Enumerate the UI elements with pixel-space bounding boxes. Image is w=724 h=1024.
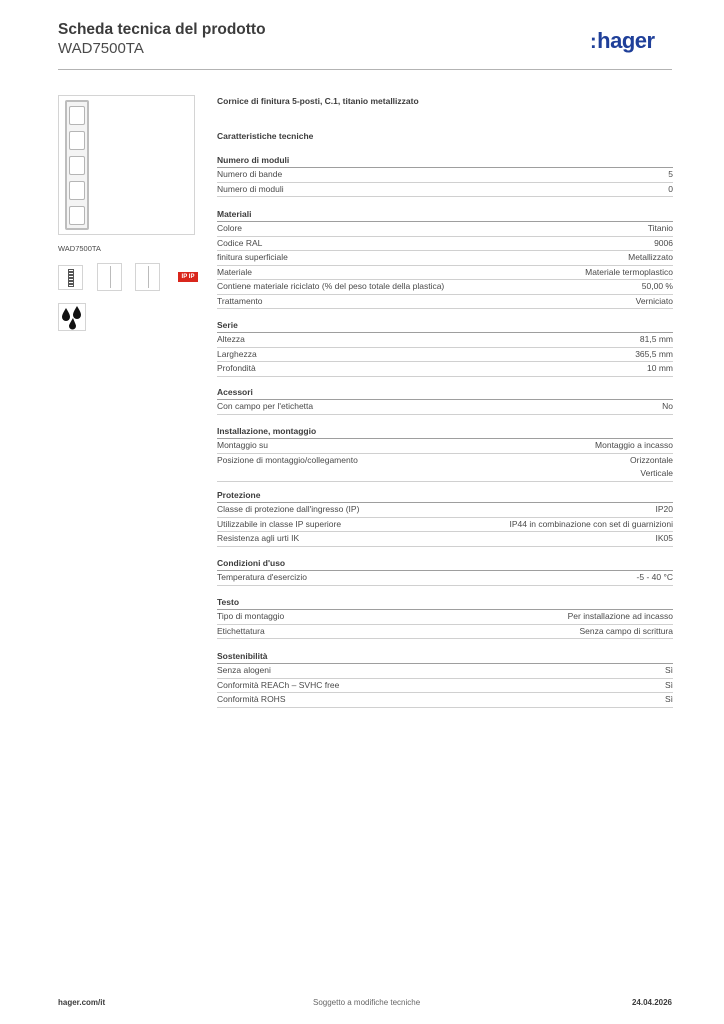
section-title: Numero di moduli	[217, 154, 673, 168]
spec-row: Resistenza agli urti IK IK05	[217, 532, 673, 547]
product-image	[58, 95, 195, 235]
section-installation	[217, 425, 673, 482]
section-title: Testo	[217, 596, 673, 610]
spec-row: Conformità ROHS Sì	[217, 693, 673, 708]
header-divider	[58, 69, 672, 70]
spec-row: Temperatura d'esercizio -5 - 40 °C	[217, 571, 673, 586]
spec-row: Materiale Materiale termoplastico	[217, 266, 673, 281]
section-title: Installazione, montaggio	[217, 425, 673, 439]
section-series	[217, 319, 673, 377]
section-text	[217, 596, 673, 639]
spec-row: Utilizzabile in classe IP superiore IP44 in combinazione con set di guarnizioni	[217, 518, 673, 533]
frame-mini-icon	[68, 269, 74, 287]
thumbnail-profile-view[interactable]	[135, 263, 160, 291]
footer-website-link[interactable]: hager.com/it	[58, 998, 106, 1007]
spec-row: Trattamento Verniciato	[217, 295, 673, 310]
product-code: WAD7500TA	[58, 40, 144, 57]
spec-row: Etichettatura Senza campo di scrittura	[217, 625, 673, 640]
spec-row: Tipo di montaggio Per installazione ad incasso	[217, 610, 673, 625]
spec-row: Numero di bande 5	[217, 168, 673, 183]
spec-row: finitura superficiale Metallizzato	[217, 251, 673, 266]
spec-row: Larghezza 365,5 mm	[217, 348, 673, 363]
section-title: Protezione	[217, 489, 673, 503]
spec-row: Altezza 81,5 mm	[217, 333, 673, 348]
technical-characteristics-title: Caratteristiche tecniche	[217, 131, 314, 141]
water-drops-icon	[58, 303, 86, 331]
spec-row: Profondità 10 mm	[217, 362, 673, 377]
spec-row: Posizione di montaggio/collegamento Orizzontale Verticale	[217, 454, 673, 482]
page-title: Scheda tecnica del prodotto	[58, 21, 266, 38]
section-title: Acessori	[217, 386, 673, 400]
image-caption: WAD7500TA	[58, 244, 101, 253]
frame-illustration	[65, 100, 89, 230]
thumbnail-side-view[interactable]	[97, 263, 122, 291]
spec-row: Montaggio su Montaggio a incasso	[217, 439, 673, 454]
ip-rating-icon: IP IP	[174, 265, 199, 290]
hager-logo: :hager	[590, 28, 655, 53]
spec-row: Codice RAL 9006	[217, 237, 673, 252]
section-title: Materiali	[217, 208, 673, 222]
section-conditions	[217, 557, 673, 586]
section-sustainability	[217, 650, 673, 708]
spec-row: Colore Titanio	[217, 222, 673, 237]
section-protection	[217, 489, 673, 547]
spec-row: Contiene materiale riciclato (% del peso totale della plastica) 50,00 %	[217, 280, 673, 295]
spec-row: Senza alogeni Sì	[217, 664, 673, 679]
spec-row: Con campo per l'etichetta No	[217, 400, 673, 415]
section-materials	[217, 208, 673, 309]
thumbnail-front-view[interactable]	[58, 265, 83, 290]
spec-row: Numero di moduli 0	[217, 183, 673, 198]
product-name: Cornice di finitura 5-posti, C.1, titanio metallizzato	[217, 96, 419, 106]
section-accessories	[217, 386, 673, 415]
section-modules	[217, 154, 673, 197]
section-title: Condizioni d'uso	[217, 557, 673, 571]
spec-row: Conformità REACh – SVHC free Sì	[217, 679, 673, 694]
spec-row: Classe di protezione dall'ingresso (IP) IP20	[217, 503, 673, 518]
footer-disclaimer: Soggetto a modifiche tecniche	[313, 998, 421, 1007]
footer-date: 24.04.2026	[631, 998, 672, 1007]
section-title: Serie	[217, 319, 673, 333]
section-title: Sostenibilità	[217, 650, 673, 664]
